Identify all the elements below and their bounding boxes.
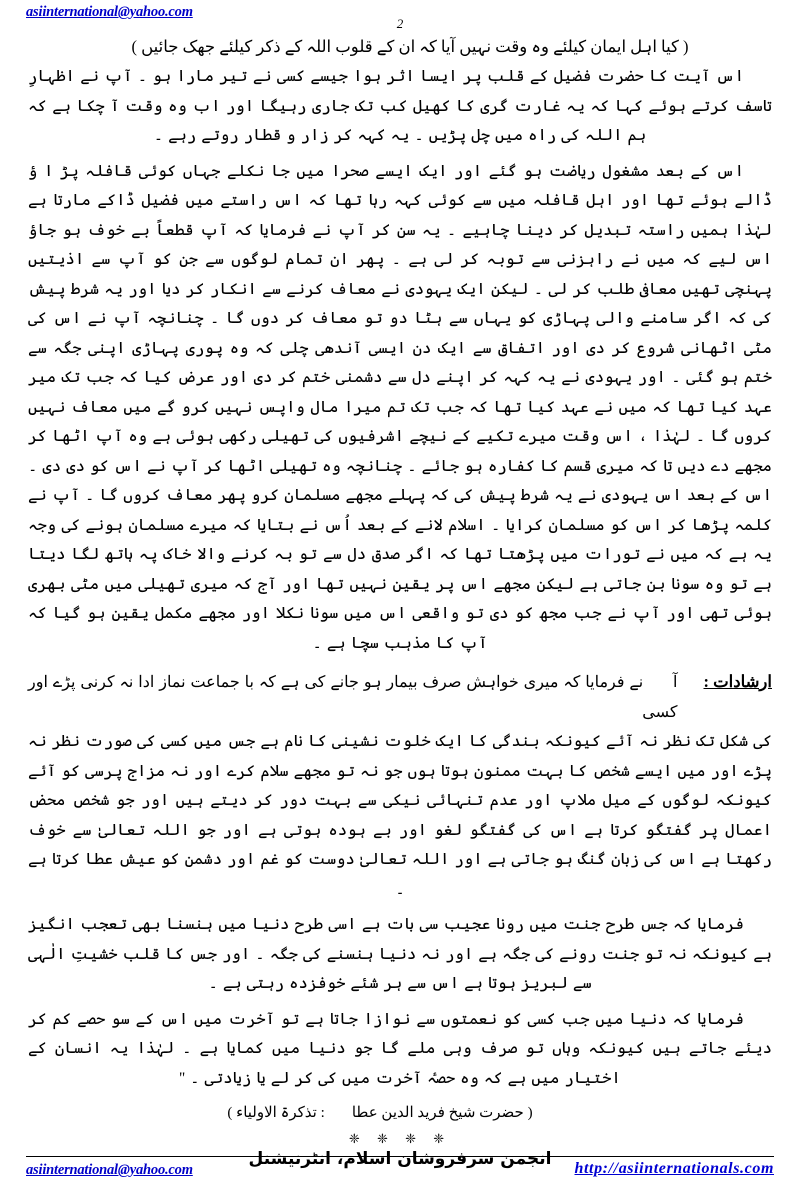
section-body: کی شکل تک نظر نہ آئے کیونکہ بندگی کا ایک خلوت نشینی کا نام ہے جس میں کسی کی صورت نظر نہ پڑے اور میں ایسے شخص کا بہت ممنون ہوتا ہوں جو نہ تو مجھے سلام کرے اور نہ مزاج پرسی کو آئے کیونکہ لوگوں کے میل ملاپ اور عدم تنہائی نیکی سے بہت دور کر دیتے ہیں اور جو شخص محض اعمال پر گفتگو کرتا ہے اس کی گفتگو لغو اور بے ہودہ ہوتی ہے اور جو اللہ تعالیٰ سے خوف رکھتا ہے اس کی زبان گنگ ہو جاتی ہے اور اللہ تعالیٰ دوست کو غم اور دشمن کو عیش عطا کرتا ہے ۔ — [28, 733, 772, 898]
footer-email-link[interactable]: asiinternational@yahoo.com — [26, 1162, 193, 1178]
ornament-divider: ❈ ❈ ❈ ❈ — [348, 1131, 452, 1146]
section-label-irshadat: ارشادات : — [703, 672, 772, 691]
section-first-line: آپؒ نے فرمایا کہ میری خواہش صرف بیمار ہو جانے کی ہے کہ با جماعت نماز ادا نہ کرنی پڑے اور کسی — [28, 674, 678, 721]
organization-name: انجمن سرفروشان اسلام، انٹرنیشنل — [248, 1149, 552, 1169]
section-heading-row — [28, 668, 772, 727]
paragraph-2: اس کے بعد مشغول ریاضت ہو گئے اور ایک ایسے صحرا میں جا نکلے جہاں کوئی قافلہ پڑ ا ؤ ڈالے ہوئے تھا اور اہل قافلہ میں سے کوئی کہہ رہا تھا کہ اس راستے میں فضیل ڈاکے مارتا ہے لہٰذا ہمیں راستہ تبدیل کر دینا چاہیے ۔ یہ سن کر آپ نے فرمایا کہ آپ قطعاً بے خوف ہو جاؤ اس لیے کہ میں نے راہزنی سے توبہ کر لی ہے ۔ پھر ان تمام لوگوں سے جن کو آپ سے اذیتیں پہنچی تھیں معافی طلب کر لی ۔ لیکن ایک یہودی نے معاف کرنے سے انکار کر دیا اور یہ شرط پیش کی کہ اگر سامنے والی پہاڑی کو یہاں سے ہٹا دو تو معاف کر دوں گا ۔ چنانچہ آپ نے اس کی مٹی اٹھانی شروع کر دی اور اتفاق سے ایک دن ایسی آندھی چلی کہ وہ پوری پہاڑی اپنی جگہ سے ختم ہو گئی ۔ اور یہودی نے یہ کہہ کر اپنے دل سے دشمنی ختم کر دی اور عرض کیا کہ جب تک میر عہد کیا تھا کہ میں نے عہد کیا تھا کہ جب تک تم میرا مال واپس نہیں کرو گے میں معاف نہیں کروں گا ۔ لہٰذا ، اس وقت میرے تکیے کے نیچے اشرفیوں کی تھیلی رکھی ہوئی ہے وہ آپ اٹھا کر مجھے دے دیں تا کہ میری قسم کا کفارہ ہو جائے ۔ چنانچہ وہ تھیلی اٹھا کر آپ نے اس کو دی دی ۔ اس کے بعد اس یہودی نے یہ شرط پیش کی کہ پہلے مجھے مسلمان کرو پھر معاف کروں گا ۔ آپ نے کلمہ پڑھا کر اس کو مسلمان کرایا ۔ اسلام لانے کے بعد اُس نے بتایا کہ میرے مسلمان ہونے کی وجہ یہ ہے کہ میں نے تورات میں پڑھتا تھا کہ اگر صدق دل سے تو بہ کرنے والا خاک پہ ہاتھ لگا دیتا ہے تو وہ سونا بن جاتی ہے لیکن مجھے اس پر یقین نہیں تھا اور آج کہ میری تھیلی میں مٹی بھری ہوئی تھی اور آپ نے جب مجھ کو دی تو واقعی اس میں سونا نکلا اور مجھے مکمل یقین ہو گیا کہ آپ کا مذہب سچا ہے ۔ — [28, 162, 773, 652]
quranic-verse-line: ( کیا اہل ایمان کیلئے وہ وقت نہیں آیا کہ ان کے قلوب اللہ کے ذکر کیلئے جھک جائیں ) — [131, 37, 689, 56]
header-email-link[interactable]: asiinternational@yahoo.com — [26, 4, 193, 20]
page-header — [0, 4, 800, 34]
footer-divider-rule — [26, 1156, 774, 1157]
paragraph-3: فرمایا کہ جس طرح جنت میں رونا عجیب سی بات ہے اسی طرح دنیا میں ہنسنا بھی تعجب انگیز ہے کیونکہ نہ تو جنت رونے کی جگہ ہے اور نہ دنیا ہنسنے کی جگہ ۔ اور جس کا قلب خشیتِ الٰہی سے لبریز ہوتا ہے اس سے ہر شئے خوفزدہ رہتی ہے ۔ — [28, 916, 772, 992]
source-citation: ( حضرت شیخ فرید الدین عطارؒ : تذکرۃ الاولیاء ) — [227, 1105, 533, 1121]
page-number: 2 — [396, 16, 404, 31]
paragraph-1: اس آیت کا حضرت فضیل کے قلب پر ایسا اثر ہوا جیسے کسی نے تیر مارا ہو ۔ آپ نے اظہارِ تاسف کرتے ہوئے کہا کہ یہ غارت گری کا کھیل کب تک جاری رہیگا اور اب وہ وقت آ چکا ہے کہ ہم اللہ کی راہ میں چل پڑیں ۔ یہ کہہ کر زار و قطار روتے رہے ۔ — [28, 68, 772, 144]
page-footer — [26, 1162, 774, 1188]
paragraph-4: فرمایا کہ دنیا میں جب کسی کو نعمتوں سے نوازا جاتا ہے تو آخرت میں اس کے سو حصے کم کر دیئے جاتے ہیں کیونکہ وہاں تو صرف وہی ملے گا جو دنیا میں کمایا ہے ۔ لہٰذا یہ انسان کے اختیار میں ہے کہ وہ حصہٴ آخرت میں کی کر لے یا زیادتی ۔ '' — [28, 1010, 773, 1087]
footer-website-link[interactable]: http://asiinternationals.com — [574, 1160, 774, 1177]
